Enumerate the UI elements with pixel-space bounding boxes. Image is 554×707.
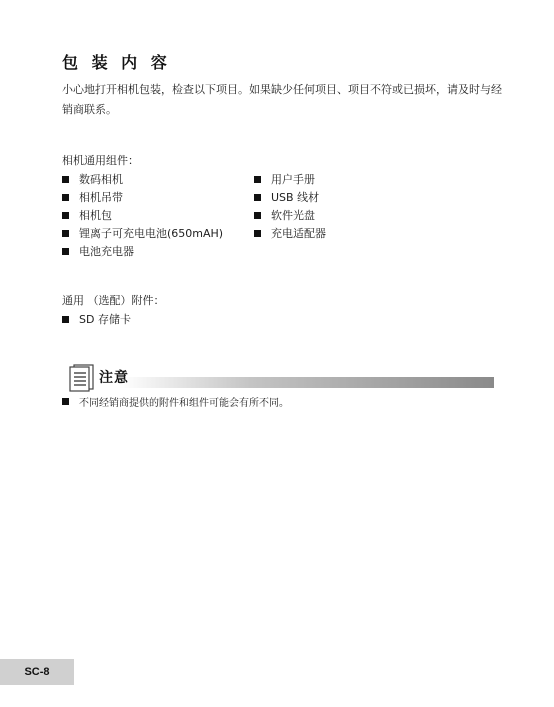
bullet-icon (62, 248, 69, 255)
optional-accessories-list (62, 310, 131, 328)
bullet-icon (62, 230, 69, 237)
optional-accessories-label: 通用 （选配）附件： (62, 294, 165, 307)
note-header-bar (120, 377, 494, 388)
bullet-icon (254, 230, 261, 237)
common-components-left-list (62, 170, 223, 260)
list-item: 不同经销商提供的附件和组件可能会有所不同。 (62, 392, 289, 410)
list-item: 充电适配器 (254, 224, 326, 242)
list-item: SD 存储卡 (62, 310, 131, 328)
bullet-icon (254, 212, 261, 219)
bullet-icon (62, 316, 69, 323)
list-item: 软件光盘 (254, 206, 326, 224)
bullet-icon (254, 194, 261, 201)
note-list (62, 392, 289, 410)
list-item: 相机吊带 (62, 188, 223, 206)
bullet-icon (62, 398, 69, 405)
list-item: USB 线材 (254, 188, 326, 206)
list-item: 用户手册 (254, 170, 326, 188)
note-title: 注意 (99, 370, 129, 386)
list-item: 相机包 (62, 206, 223, 224)
bullet-icon (62, 176, 69, 183)
bullet-icon (254, 176, 261, 183)
page-number: SC-8 (0, 659, 74, 685)
intro-paragraph: 小心地打开相机包装，检查以下项目。如果缺少任何项目、项目不符或已损坏，请及时与经销商联系。 (62, 83, 502, 116)
page-title: 包 装 内 容 (62, 53, 171, 72)
bullet-icon (62, 194, 69, 201)
note-icon (65, 362, 95, 392)
common-components-right-list (254, 170, 326, 242)
common-components-label: 相机通用组件： (62, 154, 139, 167)
list-item: 电池充电器 (62, 242, 223, 260)
bullet-icon (62, 212, 69, 219)
list-item: 锂离子可充电电池(650mAH) (62, 224, 223, 242)
list-item: 数码相机 (62, 170, 223, 188)
